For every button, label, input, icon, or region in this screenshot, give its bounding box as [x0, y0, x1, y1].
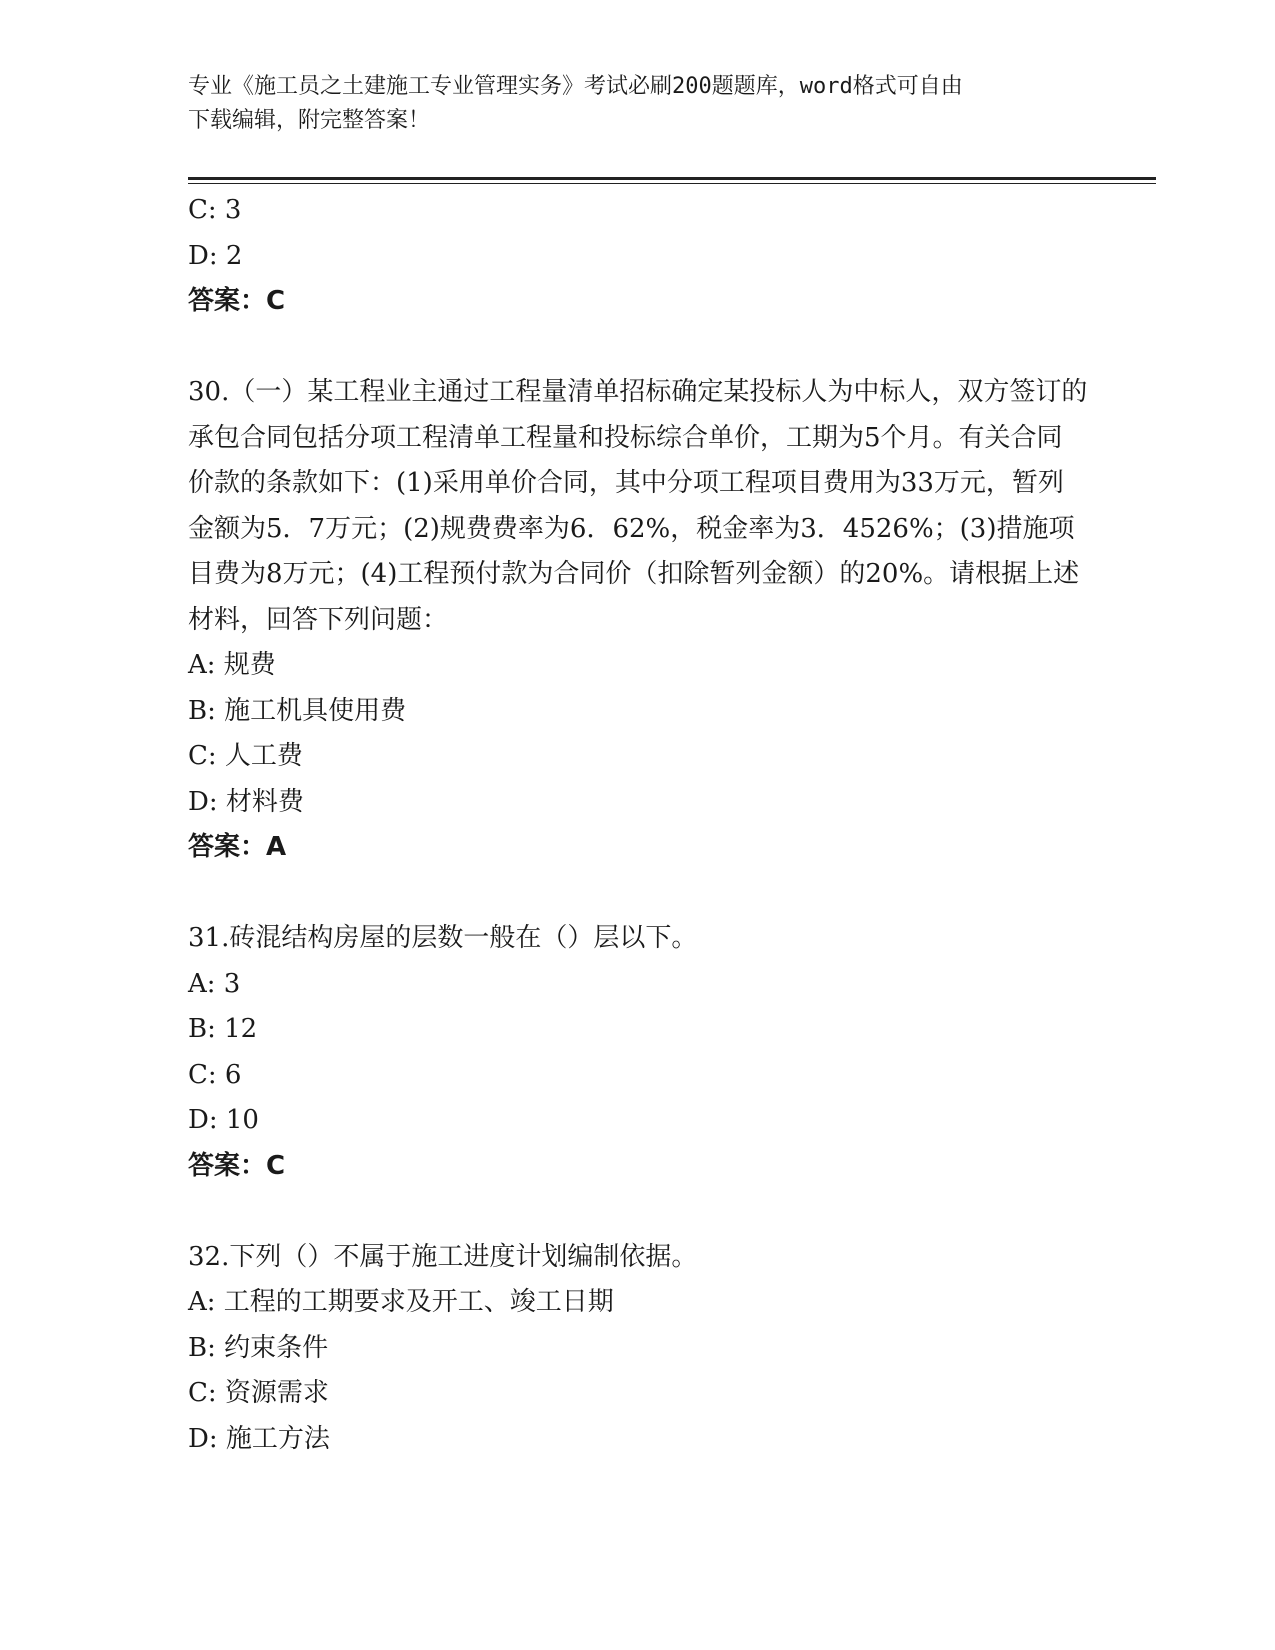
- option-d: D: 施工方法: [188, 1423, 330, 1454]
- option-b: B: 施工机具使用费: [188, 695, 407, 726]
- option-d: D: 10: [188, 1105, 259, 1135]
- option-c: C: 资源需求: [188, 1378, 329, 1408]
- option-b: B: 12: [188, 1014, 258, 1044]
- option-d: D: 2: [188, 240, 243, 271]
- page-header: [188, 70, 1088, 138]
- option-c: C: 6: [188, 1059, 242, 1090]
- option-a: A: 规费: [188, 650, 276, 680]
- answer: 答案：A: [188, 832, 287, 862]
- option-b: B: 约束条件: [188, 1332, 329, 1363]
- question-30: [188, 370, 1088, 871]
- option-a: A: 工程的工期要求及开工、竣工日期: [188, 1287, 614, 1317]
- header-divider: [188, 177, 1156, 180]
- question-stem: 30.（一）某工程业主通过工程量清单招标确定某投标人为中标人，双方签订的承包合同包括分项工程清单工程量和投标综合单价，工期为5个月。有关合同价款的条款如下：(1)采用单价合同，其中分项工程项目费用为33万元，暂列金额为5．7万元；(2)规费费率为6．62%，税金率为3．4526%；(3)措施项目费为8万元；(4)工程预付款为合同价（扣除暂列金额）的20%。请根据上述材料，回答下列问题：: [188, 377, 1088, 635]
- answer: 答案：C: [188, 1150, 286, 1181]
- option-c: C: 3: [188, 195, 242, 225]
- option-c: C: 人工费: [188, 741, 303, 771]
- question-32: [188, 1235, 1088, 1463]
- option-d: D: 材料费: [188, 786, 304, 817]
- answer: 答案：C: [188, 286, 286, 316]
- spacer: [188, 1189, 1088, 1235]
- spacer: [188, 325, 1088, 371]
- question-list: [188, 188, 1088, 1462]
- header-divider-thin: [188, 183, 1156, 184]
- question-31: [188, 916, 1088, 1189]
- previous-question: [188, 188, 1088, 325]
- question-stem: 31.砖混结构房屋的层数一般在（）层以下。: [188, 923, 698, 953]
- header-line-1: 专业《施工员之土建施工专业管理实务》考试必刷200题题库，word格式可自由: [188, 74, 963, 99]
- option-a: A: 3: [188, 968, 241, 999]
- header-line-2: 下载编辑，附完整答案！: [188, 108, 431, 133]
- question-stem: 32.下列（）不属于施工进度计划编制依据。: [188, 1241, 698, 1272]
- spacer: [188, 871, 1088, 917]
